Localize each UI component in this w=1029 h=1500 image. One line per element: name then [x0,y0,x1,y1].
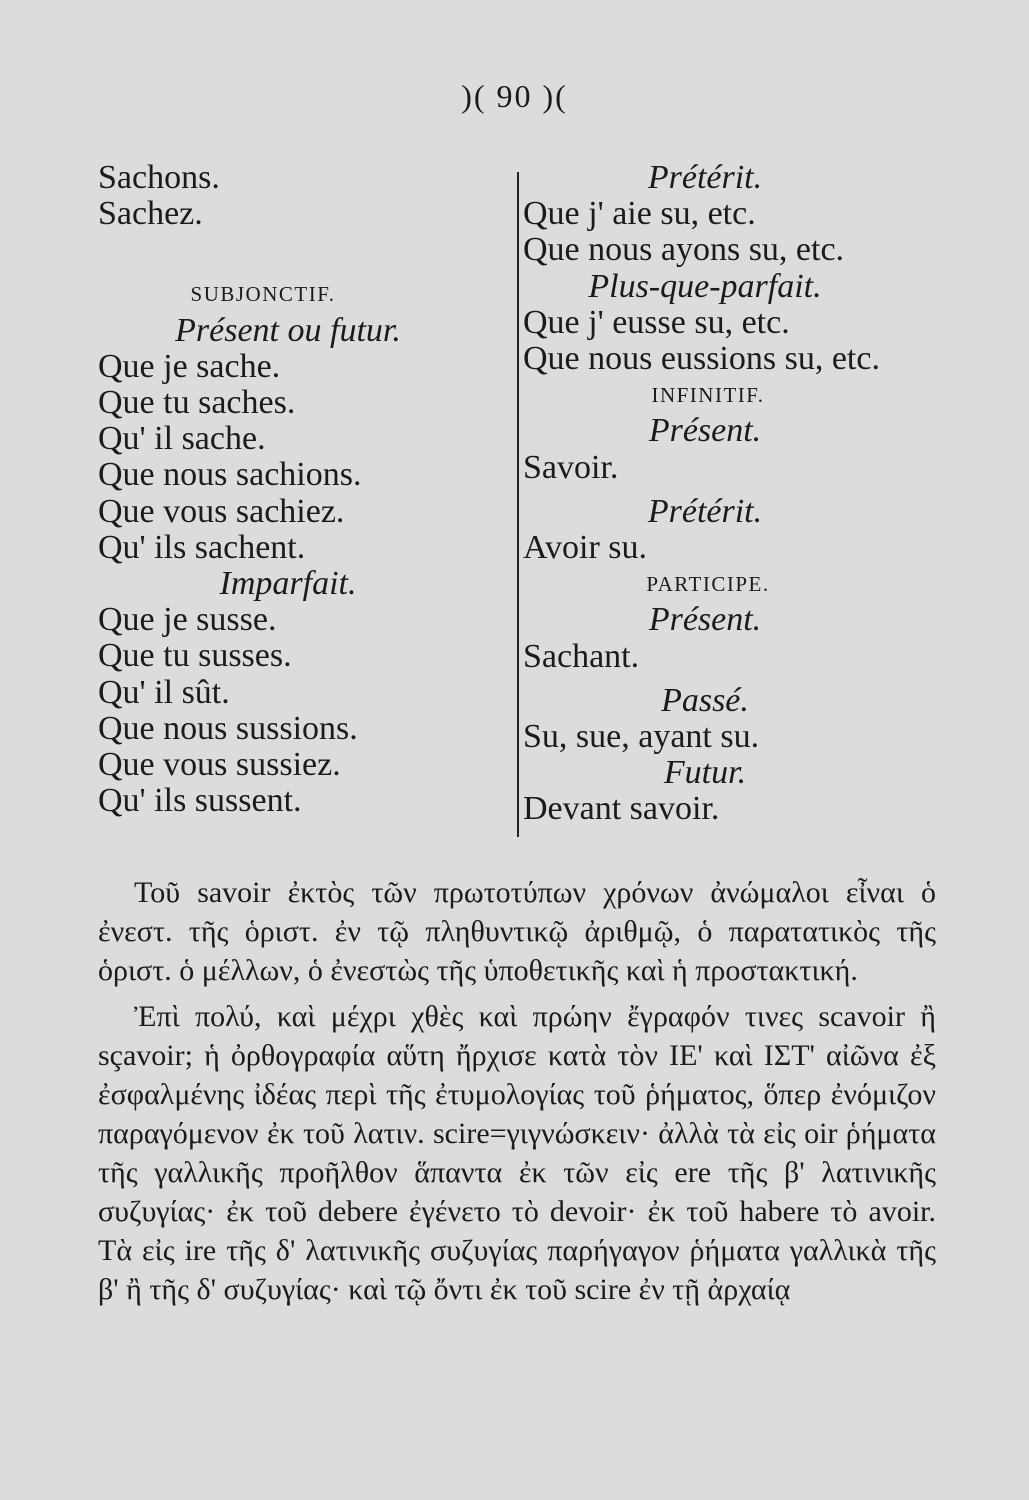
imparfait-line: Que nous sussions. [98,709,358,747]
column-divider [517,172,519,837]
imperative-line: Sachez. [98,195,203,233]
present-line: Que nous sachions. [98,456,362,494]
right-conjugation-column [523,160,923,828]
commentary-paragraph: Τοῦ savoir ἐκτὸς τῶν πρωτοτύπων χρόνων ἀνώμαλοι εἶναι ὁ ἐνεστ. τῆς ὁριστ. ἐν τῷ πληθυντικῷ ἀριθμῷ, ὁ παρατατικὸς τῆς ὁριστ. ὁ μέλλων, ὁ ἐνεστὼς τῆς ὑποθετικῆς καὶ ἡ προστακτική. [98,876,936,987]
imparfait-line: Qu' il sût. [98,673,230,711]
commentary-text [98,873,936,1309]
present-line: Que vous sachiez. [98,492,345,530]
passe-line: Su, sue, ayant su. [523,718,760,756]
part-present-line: Sachant. [523,637,640,675]
present-line: Qu' ils sachent. [98,528,306,566]
imparfait-line: Que je susse. [98,601,277,639]
commentary-paragraph: Ἐπὶ πολύ, καὶ μέχρι χθὲς καὶ πρώην ἔγραφόν τινες scavoir ἢ sçavoir; ἡ ὀρθογραφία αὕτη ἤρχισε κατὰ τὸν ΙΕ' καὶ ΙΣΤ' αἰῶνα ἐξ ἐσφαλμένης ἰδέας περὶ τῆς ἐτυμολογίας τοῦ ῥήματος, ὅπερ ἐνόμιζον παραγόμενον ἐκ τοῦ λατιν. scire=γιγνώσκειν· ἀλλὰ τὰ εἰς oir ῥήματα τῆς γαλλικῆς προῆλθον ἅπαντα ἐκ τῶν εἰς ere τῆς β' λατινικῆς συζυγίας· ἐκ τοῦ debere ἐγένετο τὸ devoir· ἐκ τοῦ habere τὸ avoir. Τὰ εἰς ire τῆς δ' λατινικῆς συζυγίας παρήγαγον ῥήματα γαλλικὰ τῆς β' ἢ τῆς δ' συζυγίας· καὶ τῷ ὄντι ἐκ τοῦ scire ἐν τῇ ἀρχαίᾳ [98,1000,936,1306]
imparfait-line: Qu' ils sussent. [98,782,302,820]
pqp-line: Que nous eussions su, etc. [523,340,880,378]
participe-caption: PARTICIPE. [646,572,770,597]
inf-present-heading: Présent. [648,412,762,450]
pqp-heading: Plus-que-parfait. [588,267,822,305]
preterit-heading: Prétérit. [647,159,763,196]
infinitif-caption: INFINITIF. [651,383,765,408]
passe-heading: Passé. [661,681,749,719]
inf-present-line: Savoir. [523,448,619,486]
imparfait-heading: Imparfait. [219,565,357,603]
part-present-heading: Présent. [648,601,762,639]
left-conjugation-column [98,160,518,819]
imparfait-line: Que vous sussiez. [98,746,341,784]
imperative-line: Sachons. [98,159,220,196]
inf-preterit-heading: Prétérit. [647,492,763,530]
pqp-line: Que j' eusse su, etc. [523,303,790,341]
preterit-line: Que j' aie su, etc. [523,195,756,233]
present-line: Que tu saches. [98,384,296,422]
subjonctif-caption: SUBJONCTIF. [190,282,336,307]
futur-line: Devant savoir. [523,790,720,828]
page-number: )( 90 )( [461,78,568,114]
imparfait-line: Que tu susses. [98,637,292,675]
inf-preterit-line: Avoir su. [523,529,648,567]
preterit-line: Que nous ayons su, etc. [523,231,845,269]
futur-heading: Futur. [663,754,747,792]
present-line: Qu' il sache. [98,420,266,458]
present-line: Que je sache. [98,347,281,385]
present-heading: Présent ou futur. [175,311,401,349]
